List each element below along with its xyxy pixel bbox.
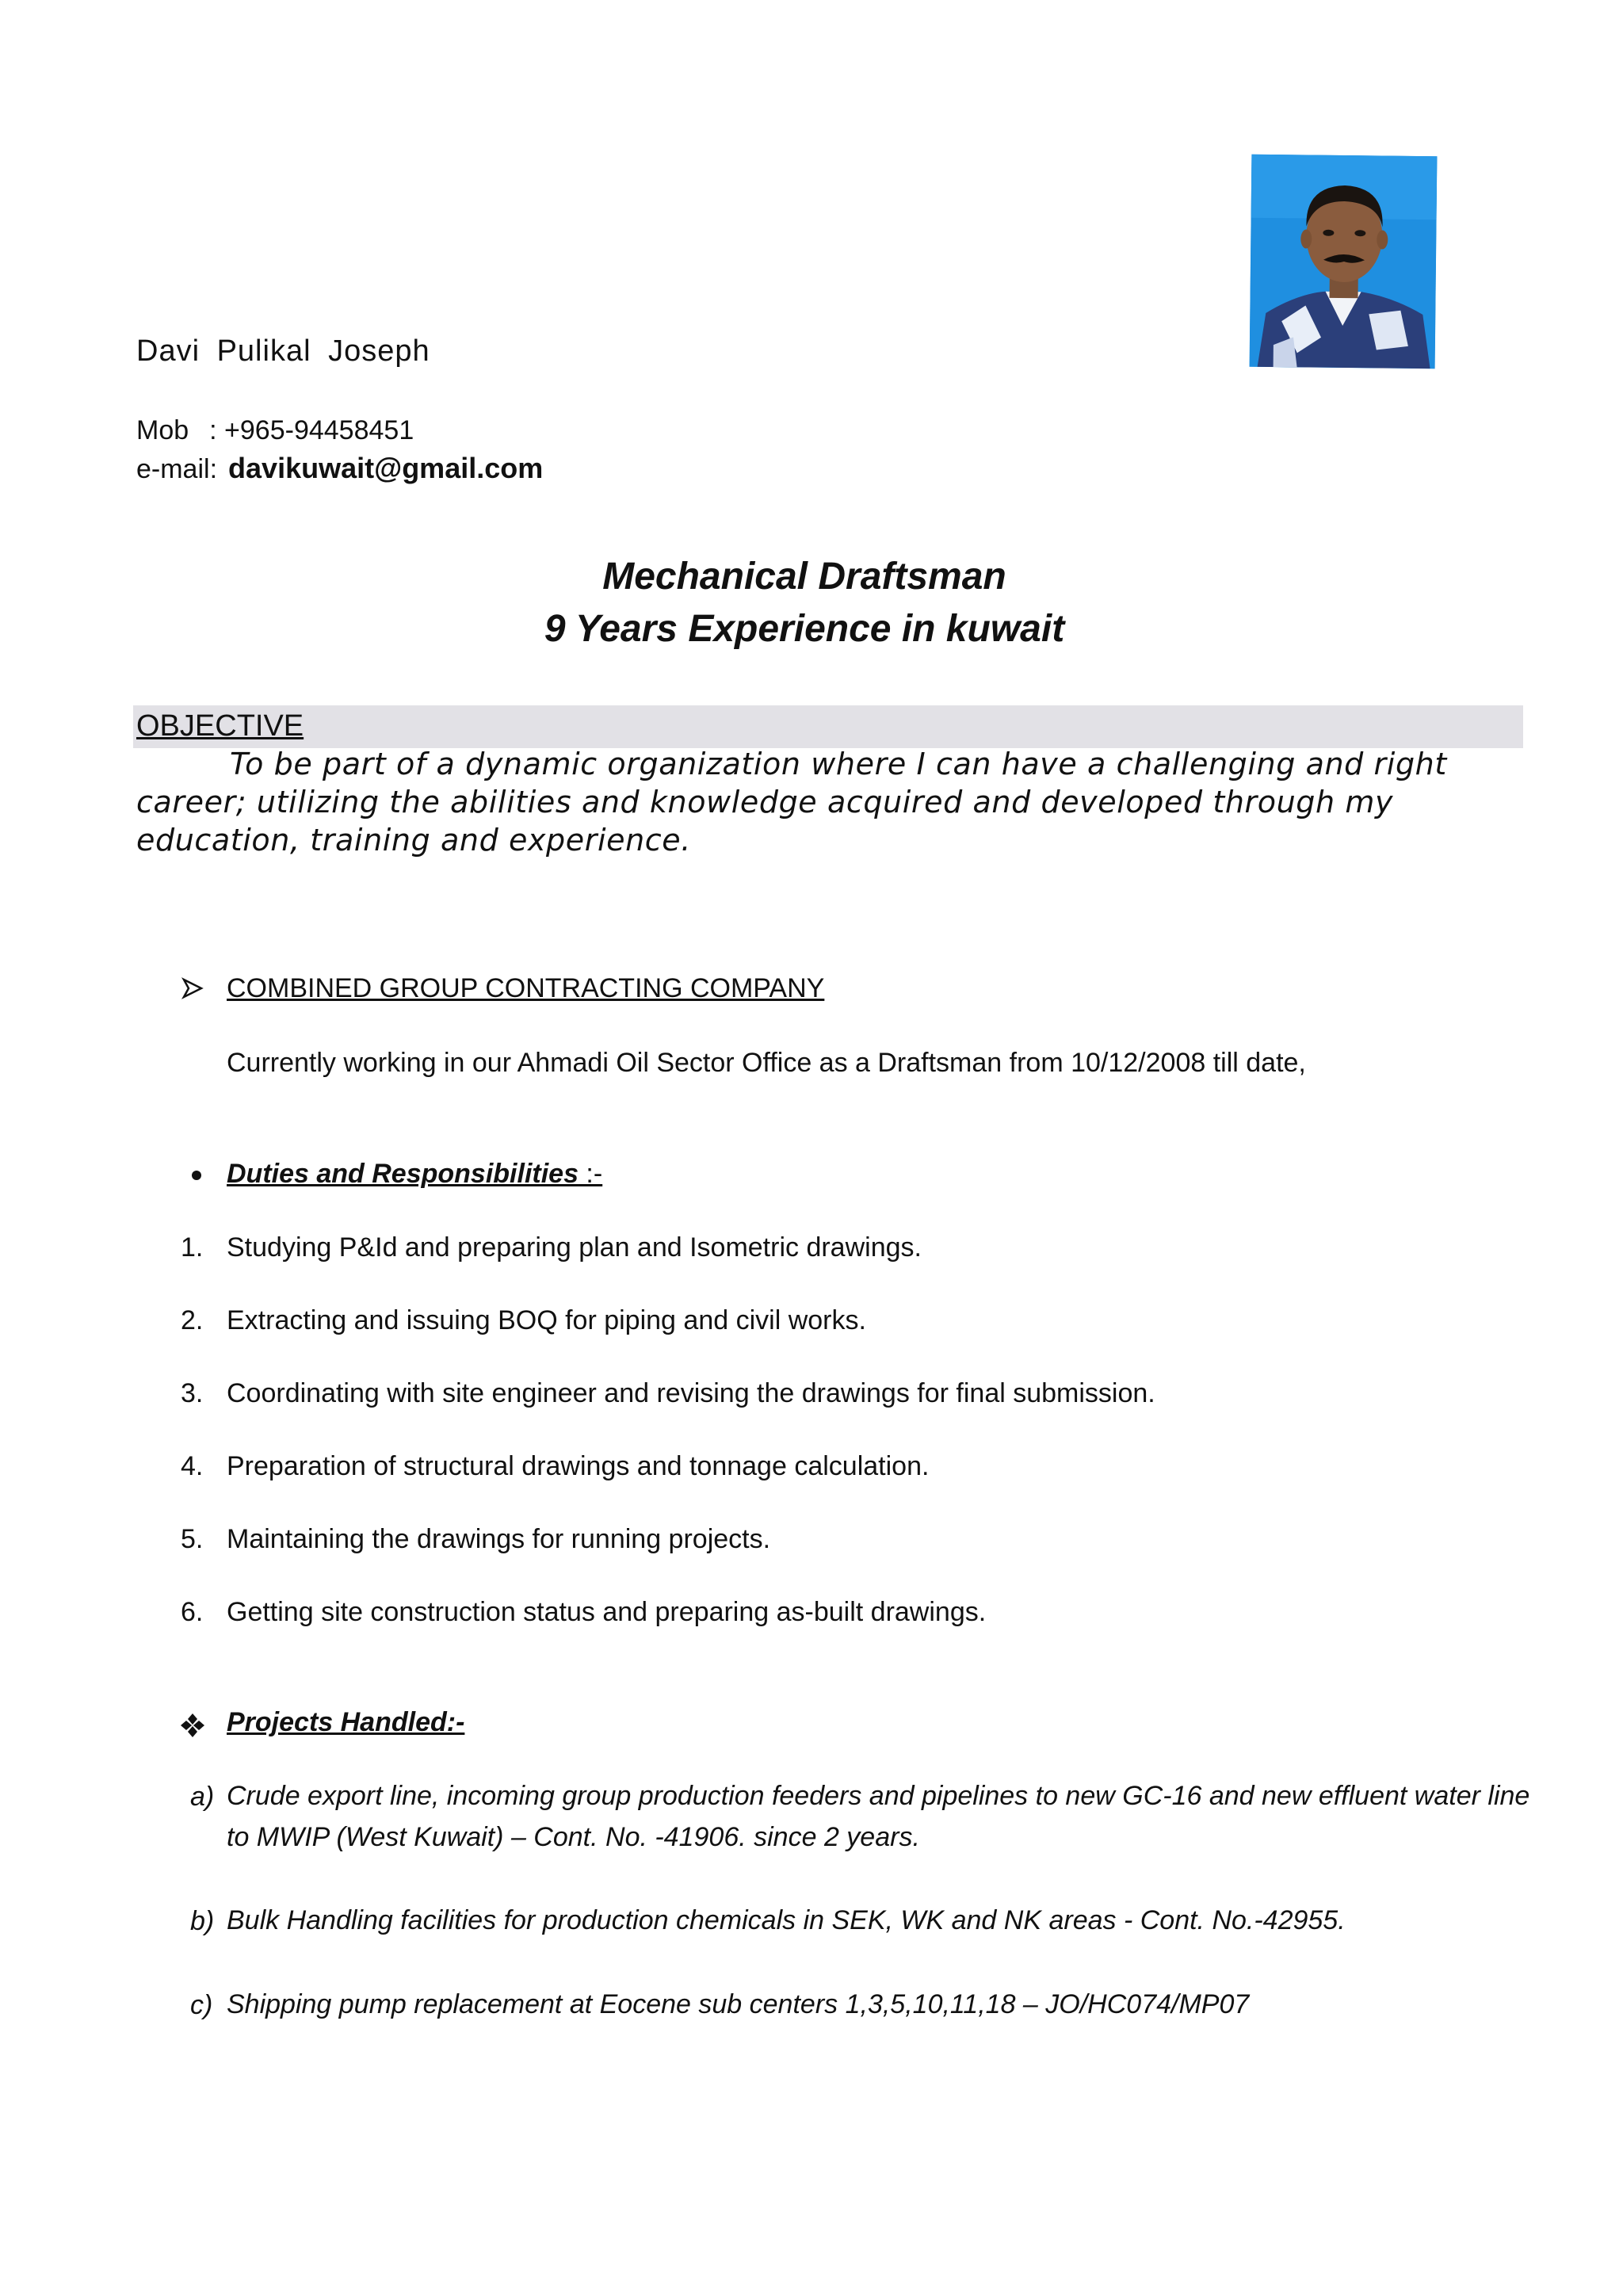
duties-heading-suffix: :-	[578, 1159, 603, 1189]
project-item: Bulk Handling facilities for production chemicals in SEK, WK and NK areas - Cont. No.-42955.	[227, 1905, 1346, 1935]
duty-item: Coordinating with site engineer and revising the drawings for final submission.	[227, 1378, 1155, 1408]
job-title: Mechanical Draftsman	[602, 556, 1006, 598]
mobile-label: Mob	[136, 415, 189, 445]
duty-item: Extracting and issuing BOQ for piping and civil works.	[227, 1305, 866, 1335]
project-letter: b)	[190, 1906, 215, 1936]
company-name: COMBINED GROUP CONTRACTING COMPANY	[227, 973, 825, 1003]
project-item: Shipping pump replacement at Eocene sub centers 1,3,5,10,11,18 – JO/HC074/MP07	[227, 1989, 1250, 2019]
duties-heading-text: Duties and Responsibilities	[227, 1159, 579, 1189]
diamond-bullet-icon	[179, 1712, 206, 1739]
duty-number: 5.	[181, 1524, 204, 1554]
person-portrait-icon	[1250, 155, 1438, 369]
projects-heading: Projects Handled:-	[227, 1707, 465, 1737]
project-letter: c)	[190, 1990, 213, 2020]
candidate-name: Davi Pulikal Joseph	[136, 334, 430, 368]
duty-item: Studying P&Id and preparing plan and Isometric drawings.	[227, 1232, 922, 1263]
duty-number: 2.	[181, 1305, 204, 1335]
bullet-dot-icon	[192, 1171, 201, 1180]
email-value[interactable]: davikuwait@gmail.com	[228, 452, 544, 484]
duty-item: Preparation of structural drawings and tonnage calculation.	[227, 1451, 930, 1481]
project-item: Crude export line, incoming group production feeders and pipelines to new GC-16 and new effluent water line to MWIP (West Kuwait) – Cont. No. -41906. since 2 years.	[227, 1781, 1530, 1852]
duty-item: Getting site construction status and preparing as-built drawings.	[227, 1597, 987, 1627]
objective-text	[136, 745, 1531, 859]
mobile-separator: :	[209, 415, 217, 445]
mobile-row	[136, 415, 414, 446]
duty-item: Maintaining the drawings for running projects.	[227, 1524, 771, 1554]
objective-heading: OBJECTIVE	[136, 709, 304, 743]
duty-number: 3.	[181, 1378, 204, 1408]
project-letter: a)	[190, 1782, 215, 1812]
mobile-value: +965-94458451	[224, 415, 414, 445]
objective-body: To be part of a dynamic organization where I can have a challenging and right career; utilizing the abilities and knowledge acquired and developed through my education, training and experience.	[136, 747, 1447, 858]
duty-number: 4.	[181, 1451, 204, 1481]
arrow-bullet-icon	[181, 976, 204, 1000]
current-position: Currently working in our Ahmadi Oil Sector Office as a Draftsman from 10/12/2008 till date,	[227, 1048, 1306, 1078]
email-row	[136, 452, 543, 485]
duties-heading	[227, 1159, 602, 1190]
duty-number: 6.	[181, 1597, 204, 1627]
objective-bar	[133, 705, 1523, 748]
profile-photo	[1250, 155, 1438, 369]
duty-number: 1.	[181, 1232, 204, 1263]
email-label: e-mail:	[136, 454, 218, 484]
experience-title: 9 Years Experience in kuwait	[544, 608, 1065, 650]
